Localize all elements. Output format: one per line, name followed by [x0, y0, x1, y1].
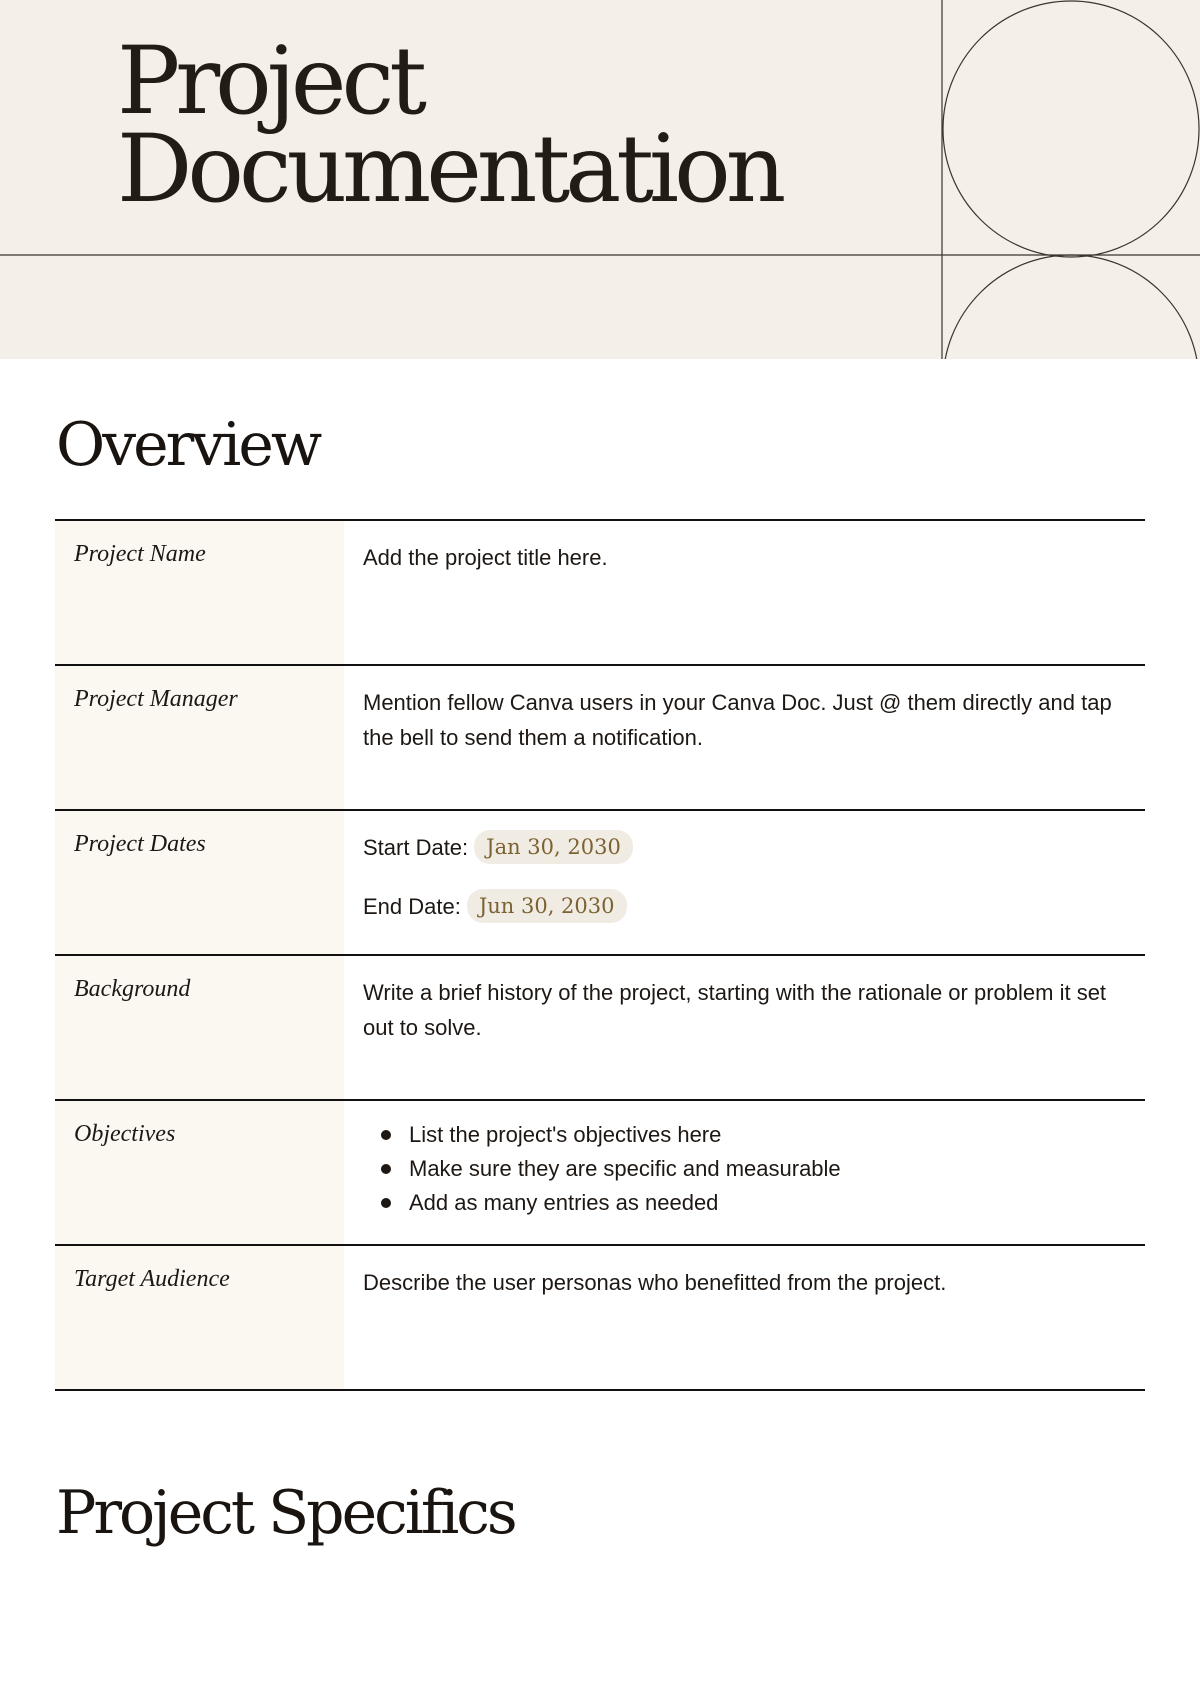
table-row-project-dates [55, 811, 1145, 956]
row-label: Objectives [55, 1101, 344, 1244]
row-value[interactable]: Add the project title here. [363, 545, 608, 570]
document-title-line1: Project [117, 27, 422, 136]
end-date-label: End Date: [363, 893, 461, 919]
list-item [381, 1118, 1115, 1152]
end-date-line [363, 888, 1115, 924]
dates-cell [344, 811, 1145, 954]
objectives-cell[interactable] [344, 1101, 1145, 1244]
table-row-project-name [55, 521, 1145, 666]
row-label: Background [55, 956, 344, 1099]
row-value[interactable]: Mention fellow Canva users in your Canva Doc. Just @ them directly and tap the bell to send them a notification. [363, 690, 1112, 750]
row-label: Project Manager [55, 666, 344, 809]
table-row-target-audience [55, 1246, 1145, 1391]
bullet-icon [381, 1130, 391, 1140]
table-row-project-manager [55, 666, 1145, 811]
document-title-line2: Documentation [117, 115, 782, 224]
start-date-chip[interactable]: Jan 30, 2030 [474, 830, 633, 864]
row-value[interactable]: Write a brief history of the project, starting with the rationale or problem it set out to solve. [363, 980, 1107, 1040]
bullet-icon [381, 1164, 391, 1174]
list-item-text: List the project's objectives here [409, 1122, 722, 1147]
table-row-background [55, 956, 1145, 1101]
list-item [381, 1186, 1115, 1220]
bullet-icon [381, 1198, 391, 1208]
table-row-objectives [55, 1101, 1145, 1246]
overview-heading: Overview [56, 410, 320, 480]
row-label: Target Audience [55, 1246, 344, 1389]
row-value[interactable]: Describe the user personas who benefitted from the project. [363, 1270, 947, 1295]
document-header [0, 0, 1200, 359]
objectives-list [363, 1118, 1115, 1220]
list-item [381, 1152, 1115, 1186]
document-title [117, 27, 782, 224]
end-date-chip[interactable]: Jun 30, 2030 [467, 889, 627, 923]
start-date-line [363, 829, 1115, 865]
start-date-label: Start Date: [363, 834, 469, 860]
list-item-text: Make sure they are specific and measurable [409, 1156, 841, 1181]
row-label: Project Name [55, 521, 344, 664]
row-label: Project Dates [55, 811, 344, 954]
list-item-text: Add as many entries as needed [409, 1190, 719, 1215]
overview-table [55, 519, 1145, 1391]
project-specifics-heading: Project Specifics [56, 1478, 515, 1548]
